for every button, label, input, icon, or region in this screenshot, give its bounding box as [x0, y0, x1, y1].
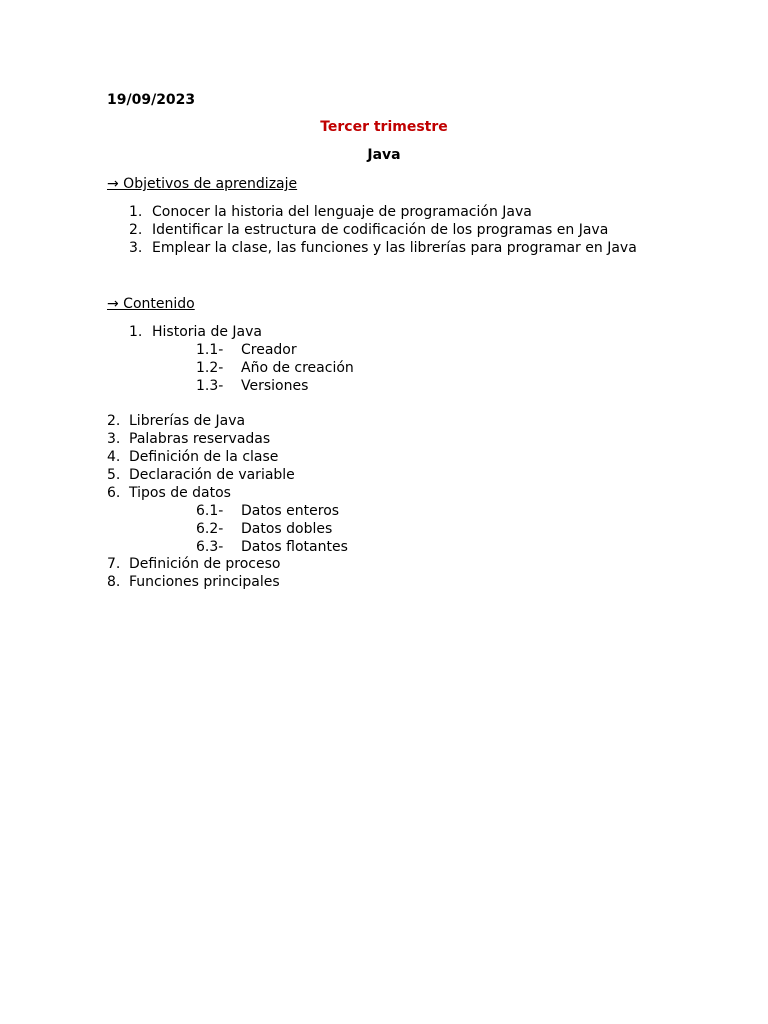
- content-subitem: [196, 359, 354, 377]
- objective-number: 2.: [129, 222, 143, 238]
- content-number: 6.: [107, 485, 121, 501]
- document-title: Tercer trimestre: [320, 119, 448, 135]
- content-number: 2.: [107, 413, 121, 429]
- subitem-text: Datos enteros: [241, 503, 340, 519]
- subitem-text: Versiones: [241, 378, 309, 394]
- content-subitem: [196, 502, 339, 520]
- subitem-number: 6.3-: [196, 539, 224, 555]
- content-item: [107, 573, 280, 591]
- content-number: 8.: [107, 574, 121, 590]
- content-number: 5.: [107, 467, 121, 483]
- content-number: 3.: [107, 431, 121, 447]
- subitem-number: 6.1-: [196, 503, 224, 519]
- content-number: 7.: [107, 556, 121, 572]
- content-text: Tipos de datos: [129, 485, 231, 501]
- content-number: 4.: [107, 449, 121, 465]
- content-heading: → Contenido: [107, 296, 195, 312]
- content-text: Definición de proceso: [129, 556, 281, 572]
- objective-item: [129, 221, 608, 239]
- objective-text: Emplear la clase, las funciones y las librerías para programar en Java: [152, 240, 637, 256]
- content-item: [107, 412, 245, 430]
- content-subitem: [196, 538, 348, 556]
- subitem-text: Datos dobles: [241, 521, 333, 537]
- content-subitem: [196, 377, 308, 395]
- objective-text: Conocer la historia del lenguaje de programación Java: [152, 204, 532, 220]
- subitem-text: Año de creación: [241, 360, 354, 376]
- document-date: 19/09/2023: [107, 92, 196, 108]
- document-subject: Java: [367, 147, 401, 163]
- content-number: 1.: [129, 324, 143, 340]
- content-item: [129, 323, 262, 341]
- content-subitem: [196, 520, 332, 538]
- subitem-number: 1.2-: [196, 360, 224, 376]
- objectives-heading: → Objetivos de aprendizaje: [107, 176, 298, 192]
- content-item: [107, 555, 280, 573]
- content-item: [107, 430, 270, 448]
- content-item: [107, 484, 231, 502]
- objective-item: [129, 203, 532, 221]
- content-item: [107, 466, 295, 484]
- objective-text: Identificar la estructura de codificación de los programas en Java: [152, 222, 609, 238]
- subitem-number: 1.3-: [196, 378, 224, 394]
- content-text: Funciones principales: [129, 574, 280, 590]
- objective-number: 3.: [129, 240, 143, 256]
- content-text: Librerías de Java: [129, 413, 246, 429]
- subitem-number: 1.1-: [196, 342, 224, 358]
- subitem-number: 6.2-: [196, 521, 224, 537]
- content-subitem: [196, 341, 297, 359]
- content-text: Historia de Java: [152, 324, 262, 340]
- content-text: Definición de la clase: [129, 449, 279, 465]
- subitem-text: Datos flotantes: [241, 539, 348, 555]
- content-item: [107, 448, 278, 466]
- subitem-text: Creador: [241, 342, 297, 358]
- content-text: Declaración de variable: [129, 467, 295, 483]
- content-text: Palabras reservadas: [129, 431, 271, 447]
- objective-item: [129, 239, 637, 257]
- objective-number: 1.: [129, 204, 143, 220]
